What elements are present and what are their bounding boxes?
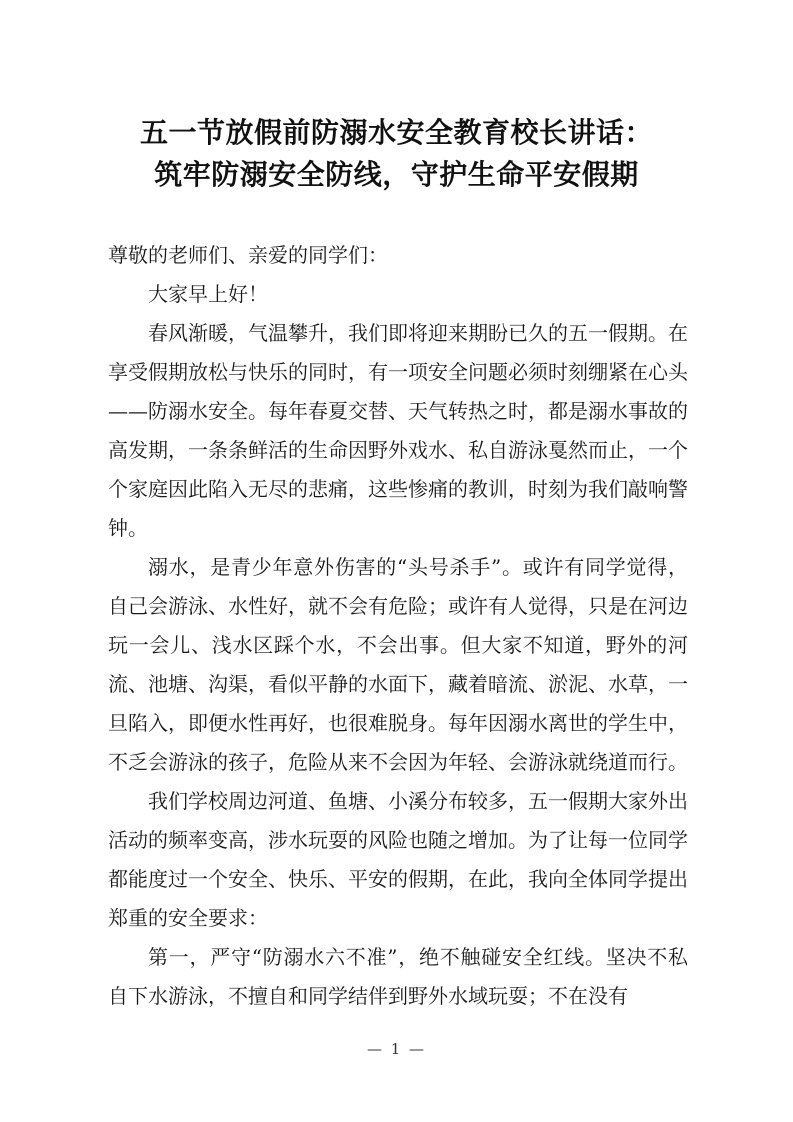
- speech-body: [108, 236, 688, 1016]
- page-number: — 1 —: [366, 1040, 427, 1058]
- paragraph-danger: 溺水，是青少年意外伤害的“头号杀手”。或许有同学觉得，自己会游泳、水性好，就不会有危险；或许有人觉得，只是在河边玩一会儿、浅水区踩个水，不会出事。但大家不知道，野外的河流、池塘、沟渠，看似平静的水面下，藏着暗流、淤泥、水草，一旦陷入，即便水性再好，也很难脱身。每年因溺水离世的学生中，不乏会游泳的孩子，危险从来不会因为年轻、会游泳就绕道而行。: [108, 555, 688, 774]
- title-line-1: 五一节放假前防溺水安全教育校长讲话：: [139, 116, 653, 149]
- paragraph-greeting: 大家早上好！: [148, 282, 268, 306]
- paragraph-school-surroundings: 我们学校周边河道、鱼塘、小溪分布较多，五一假期大家外出活动的频率变高，涉水玩耍的风险也随之增加。为了让每一位同学都能度过一个安全、快乐、平安的假期，在此，我向全体同学提出郑重的安全要求：: [108, 789, 688, 930]
- paragraph-rule-one: 第一，严守“防溺水六不准”，绝不触碰安全红线。坚决不私自下水游泳，不擅自和同学结伴到野外水域玩耍；不在没有: [108, 945, 688, 1008]
- title-line-2: 筑牢防溺安全防线，守护生命平安假期: [154, 158, 639, 191]
- salutation: 尊敬的老师们、亲爱的同学们：: [108, 243, 388, 267]
- paragraph-intro: 春风渐暖，气温攀升，我们即将迎来期盼已久的五一假期。在享受假期放松与快乐的同时，有一项安全问题必须时刻绷紧在心头——防溺水安全。每年春夏交替、天气转热之时，都是溺水事故的高发期，一条条鲜活的生命因野外戏水、私自游泳戛然而止，一个个家庭因此陷入无尽的悲痛，这些惨痛的教训，时刻为我们敲响警钟。: [108, 321, 688, 540]
